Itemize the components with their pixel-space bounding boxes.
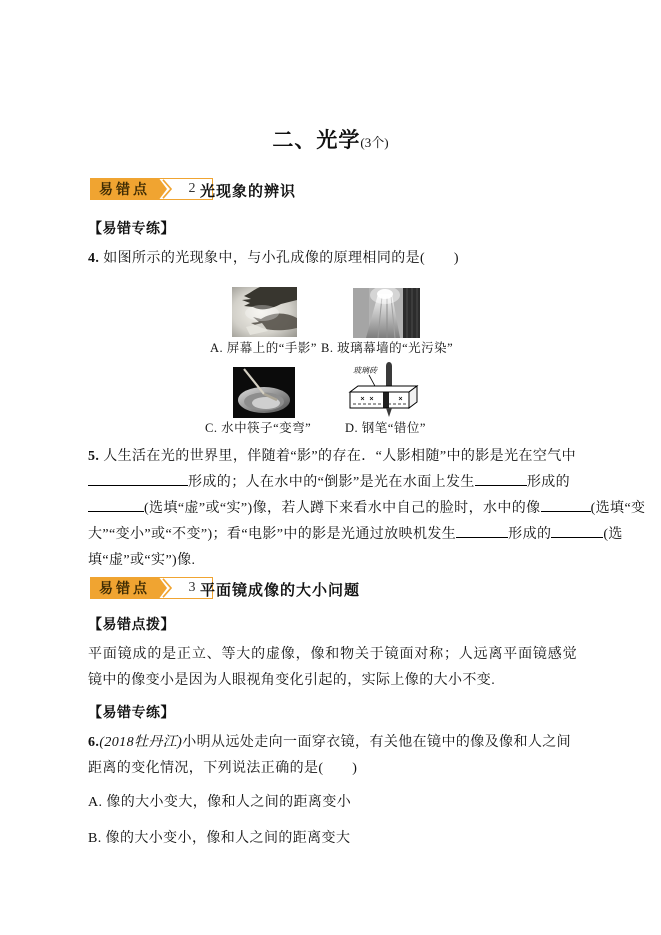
question-5-line-4 xyxy=(88,522,623,548)
question-5-line-1 xyxy=(88,444,588,470)
figure-b-caption-text: 玻璃幕墙的“光污染” xyxy=(337,341,454,355)
answer-blank xyxy=(88,472,188,486)
question-6-number: 6. xyxy=(88,735,100,750)
question-5-number: 5. xyxy=(88,449,100,464)
question-5-text-3a: (选填“虚”或“实”)像，若人蹲下来看水中自己的脸时，水中的像 xyxy=(144,501,541,516)
question-5-text-1: 人生活在光的世界里，伴随着“影”的存在．“人影相随”中的影是光在空气中 xyxy=(103,449,577,464)
question-5-text-3b: (选填“变 xyxy=(590,501,646,516)
answer-blank xyxy=(551,524,603,538)
answer-blank xyxy=(456,524,508,538)
question-5-text-4a: 大”“变小”或“不变”)；看“电影”中的影是光通过放映机发生 xyxy=(88,527,457,542)
option-b-key: B. xyxy=(88,831,102,846)
question-5-text-4c: (选 xyxy=(603,527,623,542)
question-4-number: 4. xyxy=(88,251,100,266)
topic-3-title: 平面镜成像的大小问题 xyxy=(200,583,361,599)
question-5-text-5: 填“虚”或“实”)像. xyxy=(88,553,196,568)
question-4-text: 如图所示的光现象中，与小孔成像的原理相同的是( ) xyxy=(103,251,459,266)
glass-brick-label: 玻璃砖 xyxy=(353,366,377,375)
figure-c-chopstick-bowl-image xyxy=(233,367,295,418)
error-point-badge-2 xyxy=(90,178,213,200)
question-6-option-a xyxy=(88,791,351,811)
question-6-stem xyxy=(88,730,580,782)
question-5-text-2b: 形成的 xyxy=(526,475,571,490)
practice-heading-2: 【易错专练】 xyxy=(88,706,175,721)
figure-a-caption xyxy=(210,338,317,356)
badge-2-label: 易错点 xyxy=(91,179,157,199)
figure-a-caption-text: 屏幕上的“手影” xyxy=(226,341,317,355)
figure-c-key: C. xyxy=(205,421,218,435)
option-b-text: 像的大小变小，像和人之间的距离变大 xyxy=(105,831,351,846)
question-5-line-3 xyxy=(88,496,646,522)
question-5-text-4b: 形成的 xyxy=(508,527,552,542)
error-point-badge-3 xyxy=(90,577,213,599)
figure-a-hand-shadow-image xyxy=(232,287,297,337)
badge-3-number: 3 xyxy=(172,578,212,598)
figure-b-glass-building-image xyxy=(353,288,420,338)
title-note: (3个) xyxy=(360,135,389,150)
answer-blank xyxy=(475,472,527,486)
page-title xyxy=(0,124,661,154)
question-4-stem xyxy=(88,246,588,272)
figure-b-caption xyxy=(321,338,453,356)
figure-a-key: A. xyxy=(210,341,224,355)
practice-heading-1: 【易错专练】 xyxy=(88,222,175,237)
answer-blank xyxy=(88,498,144,512)
tips-heading: 【易错点拨】 xyxy=(88,618,175,633)
question-6-option-b xyxy=(88,827,350,847)
figure-d-pen-glass-brick-diagram xyxy=(344,361,429,418)
title-main: 二、光学 xyxy=(272,128,361,152)
figure-c-caption-text: 水中筷子“变弯” xyxy=(221,421,312,435)
question-5-line-5 xyxy=(88,548,588,574)
question-6-source: (2018牡丹江) xyxy=(99,735,183,750)
figure-c-caption xyxy=(205,418,311,436)
question-5-text-2a: 形成的；人在水中的“倒影”是光在水面上发生 xyxy=(188,475,475,490)
badge-2-number: 2 xyxy=(172,179,212,199)
figure-d-caption xyxy=(345,418,426,436)
question-5-line-2 xyxy=(88,470,588,496)
question-5 xyxy=(88,444,646,574)
option-a-text: 像的大小变大，像和人之间的距离变小 xyxy=(106,795,352,810)
question-6-text: 小明从远处走向一面穿衣镜，有关他在镜中的像及像和人之间距离的变化情况，下列说法正确的是( ) xyxy=(88,735,572,776)
answer-blank xyxy=(541,498,591,512)
figure-d-key: D. xyxy=(345,421,359,435)
badge-chevron-icon xyxy=(157,578,172,598)
figure-b-key: B. xyxy=(321,341,334,355)
option-a-key: A. xyxy=(88,795,103,810)
tips-text: 平面镜成的是正立、等大的虚像，像和物关于镜面对称；人远离平面镜感觉镜中的像变小是因为人眼视角变化引起的，实际上像的大小不变. xyxy=(88,647,577,688)
topic-2-title: 光现象的辨识 xyxy=(200,184,297,200)
figure-d-caption-text: 钢笔“错位” xyxy=(361,421,426,435)
badge-3-label: 易错点 xyxy=(91,578,157,598)
badge-chevron-icon xyxy=(157,179,172,199)
